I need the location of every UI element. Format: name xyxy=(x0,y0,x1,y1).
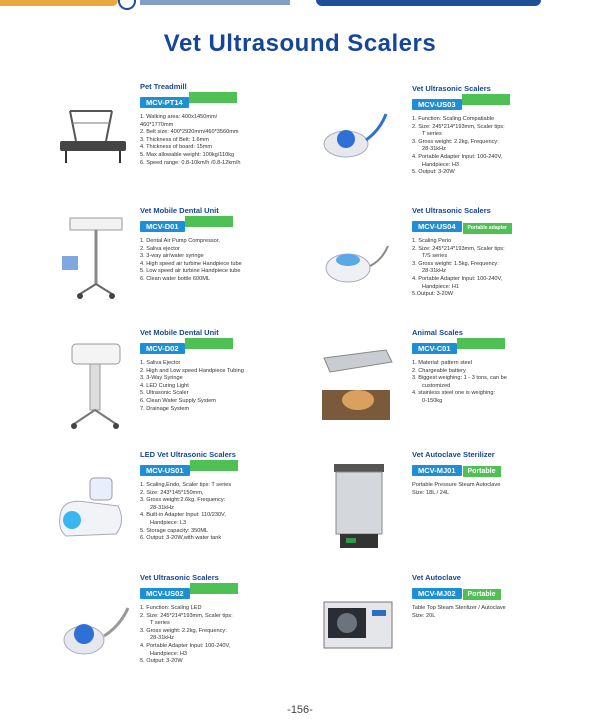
spec-item: 0-150kg xyxy=(422,397,443,404)
product-ultrasonic-scaler-us02 xyxy=(140,573,238,666)
spec-item: 28-31kHz xyxy=(150,504,174,511)
spec-item: customized xyxy=(422,382,451,389)
portable-tag: Portable xyxy=(463,466,501,477)
spec-item: 4. Portable Adapter Input: 100-240V, xyxy=(412,275,503,282)
spec-item: 3. Biggest weighing: 1 - 3 tons, can be xyxy=(412,375,507,382)
spec-list xyxy=(412,116,510,177)
spec-item: 5.Output: 3-20W xyxy=(412,291,454,298)
product-name: Animal Scales xyxy=(412,328,463,337)
product-name: Vet Ultrasonic Scalers xyxy=(412,84,491,93)
spec-item: 1. Function: Scaling LED xyxy=(140,605,202,611)
spec-item: 1. Dental Air Pump Compressor, xyxy=(140,238,220,244)
spec-item: 4. Built-in Adapter Input: 110/230V, xyxy=(140,512,226,519)
spec-item: 2. Saliva ejector xyxy=(140,245,180,252)
product-animal-scales xyxy=(412,328,507,406)
product-autoclave-sterilizer-mj01 xyxy=(412,450,501,497)
spec-item: 4. stainless steel one is weighing: xyxy=(412,390,496,397)
spec-item: T/S series xyxy=(422,253,448,260)
spec-item: 5. Output: 3-20W xyxy=(140,658,183,665)
spec-item: 1. Walking area: 400x1450mm/ xyxy=(140,114,218,120)
badge-green-bar xyxy=(462,94,510,105)
spec-item: 6. Speed range: 0.8-10km/h /0.8-12km/h xyxy=(140,159,241,166)
product-ultrasonic-scaler-us04 xyxy=(412,206,512,299)
model-badge: MCV-MJ02 xyxy=(412,588,462,599)
spec-list xyxy=(140,114,240,167)
model-badge: MCV-PT14 xyxy=(140,97,189,108)
spec-item: 2. Belt size: 400*2920mm/460*3560mm xyxy=(140,129,239,136)
spec-item: 3. Gross weight:2.6kg, Frequency: xyxy=(140,497,226,504)
spec-item: 2. Size: 243*145*150mm, xyxy=(140,489,204,496)
spec-item: 1. Scaling,Endo, Scaler tips: T series xyxy=(140,482,232,488)
product-name: Vet Mobile Dental Unit xyxy=(140,328,219,337)
product-led-ultrasonic-scaler-us01 xyxy=(140,450,238,543)
treadmill-image xyxy=(56,105,134,172)
spec-list xyxy=(412,360,507,406)
spec-item: 6. Clean Water Supply System xyxy=(140,397,216,404)
model-badge: MCV-D02 xyxy=(140,343,185,354)
spec-item: 2. High and Low speed Handpiece Tubing xyxy=(140,367,244,374)
spec-list xyxy=(412,482,501,497)
portable-adapter-tag: Portable adapter xyxy=(463,223,512,234)
spec-item: 7. Drainage System xyxy=(140,405,190,412)
badge-green-bar xyxy=(457,338,505,349)
brand-logo-icon xyxy=(118,0,136,10)
spec-item: 28-31kHz xyxy=(422,146,446,153)
spec-item: 6. Output: 3-20W,with water tank xyxy=(140,535,222,542)
badge-green-bar xyxy=(185,338,233,349)
badge-green-bar xyxy=(185,216,233,227)
header-accent-blue xyxy=(316,0,541,6)
spec-item: 4. LED Curing Light xyxy=(140,382,189,389)
spec-item: 2. Size: 245*214*193mm, Scaler tips: xyxy=(140,612,233,619)
header-bar xyxy=(0,0,600,16)
spec-item: Handpiece: L3 xyxy=(150,519,187,526)
model-badge: MCV-US03 xyxy=(412,99,462,110)
spec-list xyxy=(140,360,244,413)
spec-item: 460*1770mm xyxy=(140,121,174,128)
page-number: -156- xyxy=(287,704,313,716)
spec-item: Handpiece: H3 xyxy=(422,161,460,168)
spec-item: 5. Output: 3-20W xyxy=(412,169,455,176)
spec-item: 28-31kHz xyxy=(422,268,446,275)
product-name: Vet Ultrasonic Scalers xyxy=(412,206,491,215)
model-badge: MCV-D01 xyxy=(140,221,185,232)
spec-item: 2. Size: 245*214*193mm, Scaler tips: xyxy=(412,245,505,252)
product-autoclave-mj02 xyxy=(412,573,506,620)
ultrasonic-scaler-us02-image xyxy=(60,602,134,667)
spec-item: 5. Ultrasonic Scaler xyxy=(140,390,189,397)
spec-item: Handpiece: H3 xyxy=(150,650,188,657)
product-name: Vet Ultrasonic Scalers xyxy=(140,573,219,582)
led-ultrasonic-scaler-us01-image xyxy=(56,476,136,551)
spec-item: 3. Gross weight: 2.2kg, Frequency: xyxy=(140,627,227,634)
model-badge: MCV-MJ01 xyxy=(412,465,462,476)
spec-item: 4. High speed air turbine Handpiece tube xyxy=(140,260,242,267)
mobile-dental-unit-d01-image xyxy=(60,214,130,309)
spec-item: 2. Chargeable battery xyxy=(412,367,466,374)
model-badge: MCV-US02 xyxy=(140,588,190,599)
badge-green-bar xyxy=(190,583,238,594)
spec-item: Portable Pressure Steam Autoclave xyxy=(412,482,501,488)
product-pet-treadmill xyxy=(140,82,240,167)
product-mobile-dental-unit-d01 xyxy=(140,206,242,284)
spec-item: T series xyxy=(422,131,442,138)
ultrasonic-scaler-us04-image xyxy=(322,240,392,291)
spec-item: Size: 18L / 24L xyxy=(412,489,450,496)
product-name: LED Vet Ultrasonic Scalers xyxy=(140,450,236,459)
spec-item: 4. Thickness of board: 15mm xyxy=(140,144,213,151)
spec-item: 1. Material: pattern steel xyxy=(412,360,473,366)
spec-list xyxy=(140,482,238,543)
spec-list xyxy=(140,238,242,284)
portable-tag: Portable xyxy=(463,589,501,600)
spec-item: Table Top Steam Sterilizer / Autoclave xyxy=(412,605,506,611)
spec-item: Handpiece: H1 xyxy=(422,283,460,290)
model-badge: MCV-US04 xyxy=(412,221,462,232)
spec-item: 3. 3-Way Syringe xyxy=(140,375,183,382)
spec-item: 2. Size: 245*214*193mm, Scaler tips: xyxy=(412,123,505,130)
mobile-dental-unit-d02-image xyxy=(64,340,128,437)
spec-item: 5. Storage capacity: 350ML xyxy=(140,527,209,534)
spec-item: 3. Gross weight: 2.2kg, Frequency: xyxy=(412,138,499,145)
product-name: Vet Autoclave xyxy=(412,573,461,582)
model-badge: MCV-C01 xyxy=(412,343,457,354)
page-title: Vet Ultrasound Scalers xyxy=(163,30,437,57)
product-mobile-dental-unit-d02 xyxy=(140,328,244,413)
spec-item: 5. Max allowable weight: 100kg/110kg xyxy=(140,151,235,158)
spec-item: 1. Function: Scaling Compatiable xyxy=(412,116,495,122)
spec-item: 3. Gross weight: 1.5kg, Frequency: xyxy=(412,260,499,267)
badge-green-bar xyxy=(189,92,237,103)
product-name: Vet Autoclave Sterilizer xyxy=(412,450,495,459)
product-ultrasonic-scaler-us03 xyxy=(412,84,510,177)
spec-list xyxy=(140,605,238,666)
spec-list xyxy=(412,238,512,299)
badge-green-bar xyxy=(190,460,238,471)
header-accent-orange xyxy=(0,0,118,6)
header-brand-strip xyxy=(140,0,290,5)
spec-item: 4. Portable Adapter Input: 100-240V, xyxy=(140,642,231,649)
spec-item: 1. Scaling Perio xyxy=(412,238,452,244)
spec-item: T series xyxy=(150,620,170,627)
autoclave-mj02-image xyxy=(320,594,396,661)
ultrasonic-scaler-us03-image xyxy=(320,112,392,167)
product-name: Pet Treadmill xyxy=(140,82,187,91)
spec-item: 3. Thickness of Belt: 1.6mm xyxy=(140,136,209,143)
spec-item: 1. Saliva Ejector xyxy=(140,360,181,366)
model-badge: MCV-US01 xyxy=(140,465,190,476)
spec-list xyxy=(412,605,506,620)
spec-item: 3. 3-way air/water syringe xyxy=(140,253,204,260)
spec-item: 4. Portable Adapter Input: 100-240V, xyxy=(412,153,503,160)
animal-scales-image xyxy=(320,340,394,431)
autoclave-sterilizer-mj01-image xyxy=(324,458,394,559)
spec-item: 28-31kHz xyxy=(150,635,174,642)
spec-item: 5. Low speed air turbine Handpiece tube xyxy=(140,268,241,275)
spec-item: Size: 20L xyxy=(412,612,436,619)
product-name: Vet Mobile Dental Unit xyxy=(140,206,219,215)
spec-item: 6. Clean water bottle 600ML xyxy=(140,275,210,282)
